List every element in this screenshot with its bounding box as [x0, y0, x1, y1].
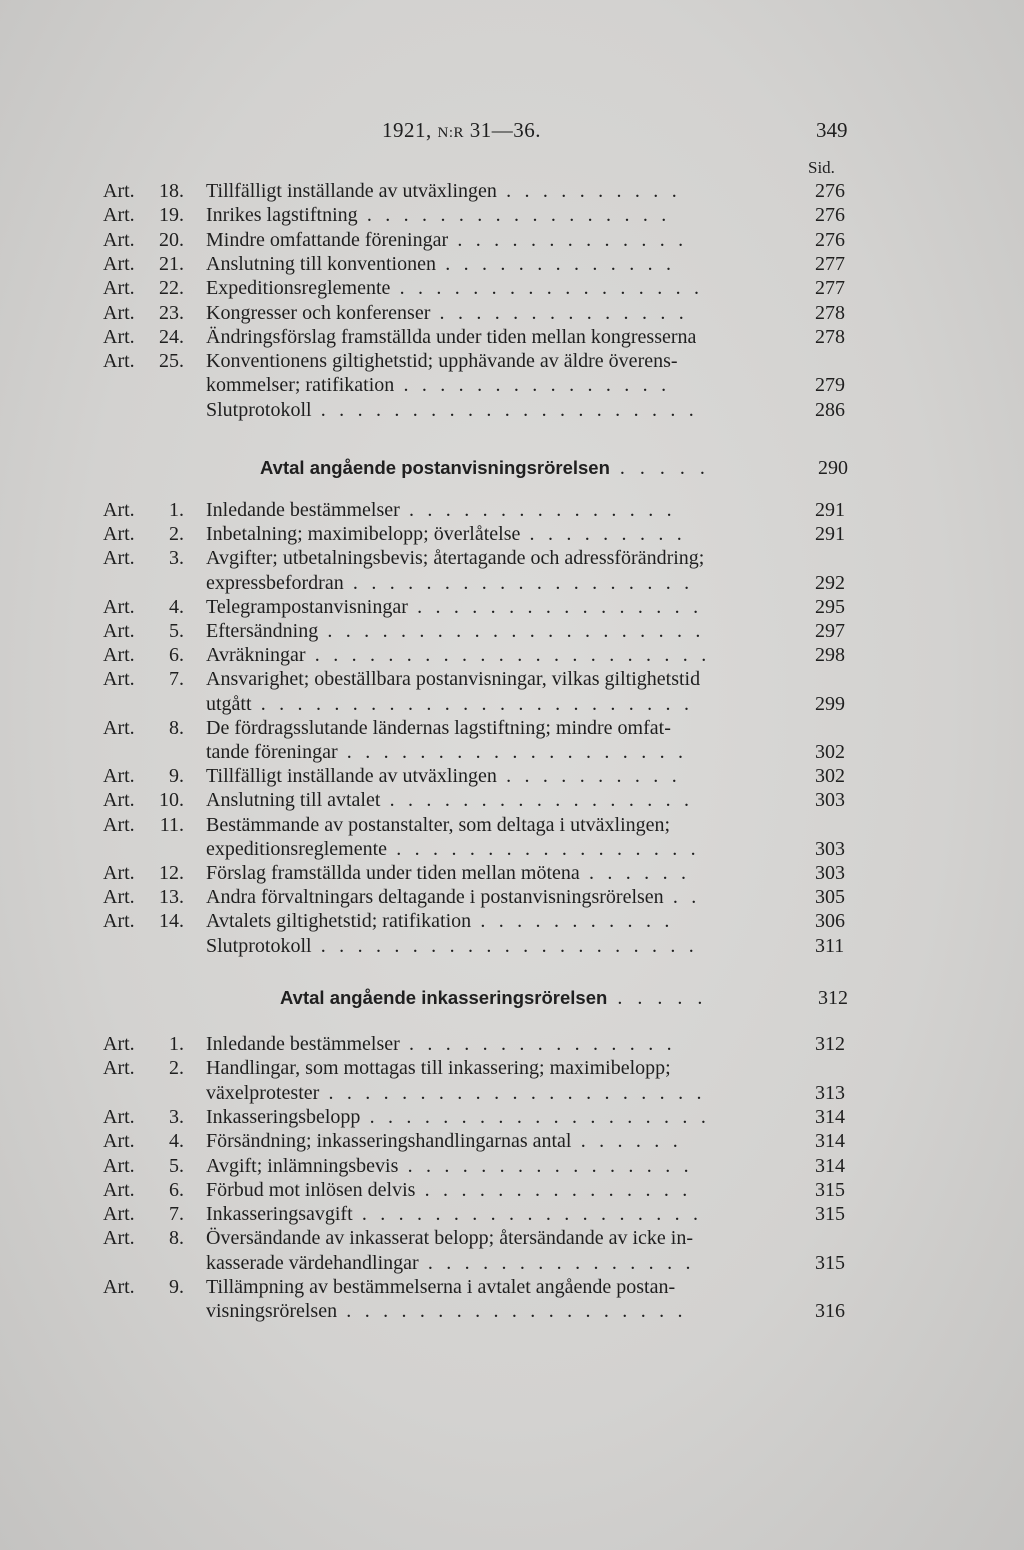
article-label: Art.: [103, 789, 135, 812]
page-number: 349: [816, 118, 848, 142]
section-title-text: Avtal angående inkasseringsrörelsen: [280, 987, 608, 1008]
entry-title: [206, 788, 693, 812]
entry-page: 276: [815, 180, 845, 202]
entry-text: växelprotester: [206, 1081, 320, 1104]
leader-dots: . . . . . .: [579, 862, 691, 884]
leader-dots: . . . . . . . . . . . . . . .: [394, 374, 671, 397]
entry-page: 291: [815, 523, 845, 546]
article-label: Art.: [103, 1203, 135, 1226]
article-label: Art.: [103, 644, 135, 667]
toc-entry: [0, 252, 1024, 276]
entry-text: Inbetalning; maximibelopp; överlåtelse: [206, 523, 521, 546]
entry-page: 295: [815, 595, 845, 618]
article-label: Art.: [103, 765, 135, 788]
entry-text: Eftersändning: [206, 620, 319, 642]
leader-dots: . . . . . . . . . . . . . . . . . . . . . . . .: [251, 692, 694, 715]
leader-dots: . . . . . . . . . . . . . . .: [415, 1178, 692, 1201]
entry-text: Tillfälligt inställande av utväxlingen: [206, 765, 497, 788]
leader-dots: . . . . . . . . . . . . . . . . . . .: [343, 571, 694, 594]
article-label: Art.: [103, 350, 135, 373]
toc-entry: [0, 546, 1024, 570]
entry-title: [206, 1032, 676, 1056]
article-number: 6.: [169, 644, 184, 667]
article-number: 2.: [169, 1057, 184, 1080]
entry-text: Mindre omfattande föreningar: [206, 228, 449, 251]
leader-dots: . . . . . . . . .: [520, 523, 686, 546]
article-number: 1.: [169, 1033, 184, 1055]
entry-title: [206, 1251, 695, 1275]
article-number: 7.: [169, 1203, 184, 1226]
entry-text: Kongresser och konferenser: [206, 301, 431, 324]
entry-page: 314: [815, 1130, 845, 1153]
leader-dots: . . . . . . . . . . . . . . . . .: [357, 204, 671, 227]
entry-page: 277: [815, 277, 845, 300]
entry-title: [206, 692, 693, 716]
leader-dots: . . . . . . . . . . . . . . . . . . . . .: [311, 934, 698, 957]
entry-text: tande föreningar: [206, 741, 338, 763]
entry-title: [206, 498, 676, 522]
entry-page: 297: [815, 620, 845, 642]
entry-page: 313: [815, 1081, 845, 1104]
toc-entry: [0, 619, 1024, 643]
entry-page: 279: [815, 374, 845, 397]
entry-title: [206, 1154, 693, 1178]
entry-page: 302: [815, 741, 845, 763]
article-label: Art.: [103, 862, 135, 884]
leader-dots: . . . . . . . . . . . . . . . . . . .: [352, 1203, 703, 1226]
entry-title: [206, 667, 700, 691]
entry-page: 305: [815, 886, 845, 909]
entry-text: Förslag framställda under tiden mellan mötena: [206, 862, 580, 884]
leader-dots: . . . . . . . . . . . . . . .: [399, 1033, 676, 1055]
entry-title: [206, 349, 678, 373]
leader-dots: . . . . . . . . . . . . . . . . . . .: [337, 741, 688, 763]
entry-title: [206, 1202, 702, 1226]
toc-entry: [0, 373, 1024, 397]
entry-text: Avgifter; utbetalningsbevis; återtagande och adressförändring;: [206, 547, 705, 570]
entry-page: 303: [815, 789, 845, 812]
article-label: Art.: [103, 277, 135, 300]
entry-page: 315: [815, 1178, 845, 1201]
article-label: Art.: [103, 1276, 135, 1298]
entry-text: expressbefordran: [206, 571, 344, 594]
entry-text: Ansvarighet; obeställbara postanvisningar, vilkas giltighetstid: [206, 668, 701, 691]
entry-title: [206, 1226, 693, 1250]
toc-entry: [0, 885, 1024, 909]
entry-page: 278: [815, 325, 845, 348]
article-label: Art.: [103, 547, 135, 570]
toc-entry: [0, 1105, 1024, 1129]
entry-page: 306: [815, 910, 845, 933]
toc-entry: [0, 692, 1024, 716]
toc-entry: [0, 764, 1024, 788]
entry-page: 302: [815, 765, 845, 788]
entry-text: Anslutning till konventionen: [206, 252, 436, 275]
toc-entry: [0, 643, 1024, 667]
section-title-text: Avtal angående postanvisningsrörelsen: [260, 457, 610, 478]
section-title: [260, 455, 710, 481]
article-number: 14.: [159, 910, 184, 933]
leader-dots: . . . . . . . . . . . . .: [448, 228, 688, 251]
entry-text: Avräkningar: [206, 644, 306, 667]
leader-dots: . . . . . . . . . . . . . . . . . . . . .: [319, 1081, 706, 1104]
toc-entry: [0, 1081, 1024, 1105]
leader-dots: . . . . . . . . . . .: [471, 910, 674, 933]
entry-text: Slutprotokoll: [206, 398, 312, 421]
entry-text: Förbud mot inlösen delvis: [206, 1178, 416, 1201]
article-label: Art.: [103, 716, 135, 739]
article-label: Art.: [103, 499, 135, 521]
article-number: 8.: [169, 1227, 184, 1250]
entry-text: Inrikes lagstiftning: [206, 204, 358, 227]
entry-page: 314: [815, 1154, 845, 1177]
entry-title: [206, 522, 686, 546]
entry-text: Inledande bestämmelser: [206, 499, 400, 521]
page-column-label: Sid.: [808, 158, 835, 177]
toc-entry: [0, 861, 1024, 885]
leader-dots: . . . . . . . . . . . . . . . . . . .: [337, 1300, 687, 1323]
toc-entry: [0, 325, 1024, 349]
article-label: Art.: [103, 886, 135, 909]
article-label: Art.: [103, 228, 135, 251]
leader-dots: . . . . . . . . . . . . . . . . . . . . .: [318, 620, 705, 642]
article-label: Art.: [103, 252, 135, 275]
entry-title: [206, 1178, 691, 1202]
entry-title: [206, 764, 681, 788]
entry-text: Ändringsförslag framställda under tiden mellan kongresserna: [206, 325, 697, 348]
entry-page: 303: [815, 837, 845, 860]
article-label: Art.: [103, 325, 135, 348]
article-number: 13.: [159, 886, 184, 909]
section-page: 312: [818, 987, 848, 1009]
entry-title: [206, 301, 688, 325]
entry-page: 292: [815, 571, 845, 594]
entry-text: Översändande av inkasserat belopp; återsändande av icke in-: [206, 1227, 694, 1250]
article-number: 6.: [169, 1178, 184, 1201]
toc-entry: [0, 1056, 1024, 1080]
leader-dots: . . . . . . . . . . . . . . .: [418, 1251, 695, 1274]
entry-text: Expeditionsreglemente: [206, 277, 391, 300]
entry-text: Andra förvaltningars deltagande i postanvisningsrörelsen: [206, 886, 664, 909]
toc-entry: [0, 1251, 1024, 1275]
article-number: 1.: [169, 499, 184, 521]
article-label: Art.: [103, 813, 135, 836]
leader-dots: . . . . . . . . . . . . . . . . . . . . . .: [305, 644, 711, 667]
entry-title: [206, 276, 703, 300]
article-number: 20.: [159, 228, 184, 251]
article-number: 21.: [159, 252, 184, 275]
entry-title: [206, 1081, 706, 1105]
toc-entry: [0, 498, 1024, 522]
article-number: 22.: [159, 277, 184, 300]
section-page: 290: [818, 457, 848, 479]
toc-entry: [0, 934, 1024, 958]
article-number: 4.: [169, 595, 184, 618]
article-label: Art.: [103, 910, 135, 933]
article-label: Art.: [103, 1178, 135, 1201]
leader-dots: . . . . . . . . . . . . . .: [430, 301, 688, 324]
article-number: 9.: [169, 765, 184, 788]
entry-title: [206, 837, 700, 861]
entry-title: [206, 1275, 675, 1299]
entry-title: [206, 619, 705, 643]
entry-title: [206, 179, 681, 203]
entry-title: [206, 885, 700, 909]
entry-page: 303: [815, 862, 845, 884]
leader-dots: . . . . . . . . . . . . . . . . .: [387, 837, 700, 860]
entry-title: [206, 398, 698, 422]
entry-text: Tillämpning av bestämmelserna i avtalet angående postan-: [206, 1276, 676, 1298]
entry-text: Avtalets giltighetstid; ratifikation: [206, 910, 472, 933]
entry-title: [206, 203, 670, 227]
article-number: 12.: [159, 862, 184, 884]
entry-text: Tillfälligt inställande av utväxlingen: [206, 180, 497, 202]
toc-entry: [0, 740, 1024, 764]
entry-page: 278: [815, 301, 845, 324]
entry-title: [206, 909, 674, 933]
entry-title: [206, 643, 710, 667]
toc-entry: [0, 1226, 1024, 1250]
article-number: 10.: [159, 789, 184, 812]
entry-page: 312: [815, 1033, 845, 1055]
entry-text: Anslutning till avtalet: [206, 789, 381, 812]
leader-dots: . . . . . . . . . . . . . . . . .: [390, 277, 704, 300]
entry-text: Inkasseringsavgift: [206, 1203, 353, 1226]
entry-text: Slutprotokoll: [206, 934, 312, 957]
toc-entry: [0, 1178, 1024, 1202]
entry-title: [206, 1129, 682, 1153]
entry-title: [206, 252, 675, 276]
toc-entry: [0, 571, 1024, 595]
entry-page: 311: [815, 934, 845, 957]
entry-title: [206, 373, 670, 397]
entry-text: Avgift; inlämningsbevis: [206, 1154, 399, 1177]
article-number: 19.: [159, 204, 184, 227]
article-number: 18.: [159, 180, 184, 202]
entry-title: [206, 228, 687, 252]
leader-dots: . .: [663, 886, 701, 909]
article-number: 11.: [159, 813, 184, 836]
leader-dots: . . . . . . . . . . . . . . . .: [398, 1154, 693, 1177]
entry-page: 316: [815, 1300, 845, 1323]
entry-text: Handlingar, som mottagas till inkassering; maximibelopp;: [206, 1057, 671, 1080]
article-label: Art.: [103, 595, 135, 618]
toc-entry: [0, 276, 1024, 300]
entry-page: 315: [815, 1251, 845, 1274]
leader-dots: . . . . . . . . . . . . . . . .: [407, 595, 703, 618]
entry-title: [206, 861, 690, 885]
toc-entry: [0, 788, 1024, 812]
leader-dots: . . . . .: [609, 457, 710, 479]
entry-text: Telegrampostanvisningar: [206, 595, 408, 618]
toc-entry: [0, 837, 1024, 861]
leader-dots: . . . . . . . . . .: [496, 765, 681, 788]
entry-page: 298: [815, 644, 845, 667]
article-label: Art.: [103, 204, 135, 227]
toc-entry: [0, 179, 1024, 203]
toc-entry: [0, 909, 1024, 933]
running-title: 1921, N:R 31—36.: [382, 118, 542, 142]
leader-dots: . . . . . . . . . . . . . . . . . . .: [360, 1105, 711, 1128]
article-number: 5.: [169, 620, 184, 642]
toc-entry: [0, 813, 1024, 837]
leader-dots: . . . . . . . . . . . . .: [436, 252, 676, 275]
entry-title: [206, 1105, 710, 1129]
entry-text: Bestämmande av postanstalter, som deltaga i utväxlingen;: [206, 813, 671, 836]
section-heading: [0, 455, 1024, 481]
article-label: Art.: [103, 1227, 135, 1250]
entry-title: [206, 716, 671, 740]
article-label: Art.: [103, 1154, 135, 1177]
toc-entry: [0, 595, 1024, 619]
article-label: Art.: [103, 1130, 135, 1153]
entry-title: [206, 595, 702, 619]
toc-entry: [0, 1202, 1024, 1226]
toc-entry: [0, 1275, 1024, 1299]
running-header: [0, 118, 1024, 146]
entry-text: utgått: [206, 692, 252, 715]
entry-text: kasserade värdehandlingar: [206, 1251, 419, 1274]
article-number: 2.: [169, 523, 184, 546]
leader-dots: . . . . .: [607, 987, 708, 1009]
entry-text: Försändning; inkasseringshandlingarnas antal: [206, 1130, 572, 1153]
article-number: 5.: [169, 1154, 184, 1177]
entry-text: Inledande bestämmelser: [206, 1033, 400, 1055]
toc-entry: [0, 1032, 1024, 1056]
entry-title: [206, 934, 698, 958]
entry-title: [206, 1056, 671, 1080]
article-number: 25.: [159, 350, 184, 373]
entry-title: [206, 571, 693, 595]
section-title: [280, 985, 707, 1011]
toc-entry: [0, 1154, 1024, 1178]
entry-title: [206, 740, 687, 764]
toc-entry: [0, 349, 1024, 373]
entry-page: 315: [815, 1203, 845, 1226]
entry-title: [206, 325, 696, 349]
entry-page: 277: [815, 252, 845, 275]
toc-entry: [0, 203, 1024, 227]
section-heading: [0, 985, 1024, 1011]
entry-page: 291: [815, 499, 845, 521]
toc-entry: [0, 228, 1024, 252]
article-label: Art.: [103, 668, 135, 691]
toc-entry: [0, 398, 1024, 422]
article-number: 9.: [169, 1276, 184, 1298]
toc-entry: [0, 1129, 1024, 1153]
article-number: 7.: [169, 668, 184, 691]
article-label: Art.: [103, 180, 135, 202]
article-number: 23.: [159, 301, 184, 324]
article-label: Art.: [103, 620, 135, 642]
article-number: 3.: [169, 1105, 184, 1128]
leader-dots: . . . . . . . . . . . . . . . . . . . . .: [311, 398, 698, 421]
article-number: 3.: [169, 547, 184, 570]
entry-text: kommelser; ratifikation: [206, 374, 395, 397]
entry-page: 276: [815, 228, 845, 251]
toc-entry: [0, 667, 1024, 691]
toc-entry: [0, 522, 1024, 546]
entry-title: [206, 813, 670, 837]
entry-page: 276: [815, 204, 845, 227]
leader-dots: . . . . . . . . . . . . . . .: [399, 499, 676, 521]
entry-text: Inkasseringsbelopp: [206, 1105, 361, 1128]
entry-text: De fördragsslutande ländernas lagstiftning; mindre omfat-: [206, 716, 671, 739]
article-label: Art.: [103, 1057, 135, 1080]
leader-dots: . . . . . .: [571, 1130, 682, 1153]
article-number: 8.: [169, 716, 184, 739]
toc-entry: [0, 301, 1024, 325]
entry-page: 286: [815, 398, 845, 421]
entry-text: Konventionens giltighetstid; upphävande av äldre överens-: [206, 350, 678, 373]
toc-entry: [0, 716, 1024, 740]
leader-dots: . . . . . . . . . . . . . . . . .: [380, 789, 694, 812]
entry-title: [206, 546, 704, 570]
article-label: Art.: [103, 1033, 135, 1055]
article-label: Art.: [103, 1105, 135, 1128]
leader-dots: . . . . . . . . . .: [496, 180, 681, 202]
entry-title: [206, 1299, 687, 1323]
article-label: Art.: [103, 301, 135, 324]
toc-entry: [0, 1299, 1024, 1323]
article-number: 4.: [169, 1130, 184, 1153]
entry-text: visningsrörelsen: [206, 1300, 338, 1323]
article-label: Art.: [103, 523, 135, 546]
entry-page: 299: [815, 692, 845, 715]
article-number: 24.: [159, 325, 184, 348]
entry-text: expeditionsreglemente: [206, 837, 388, 860]
entry-page: 314: [815, 1105, 845, 1128]
